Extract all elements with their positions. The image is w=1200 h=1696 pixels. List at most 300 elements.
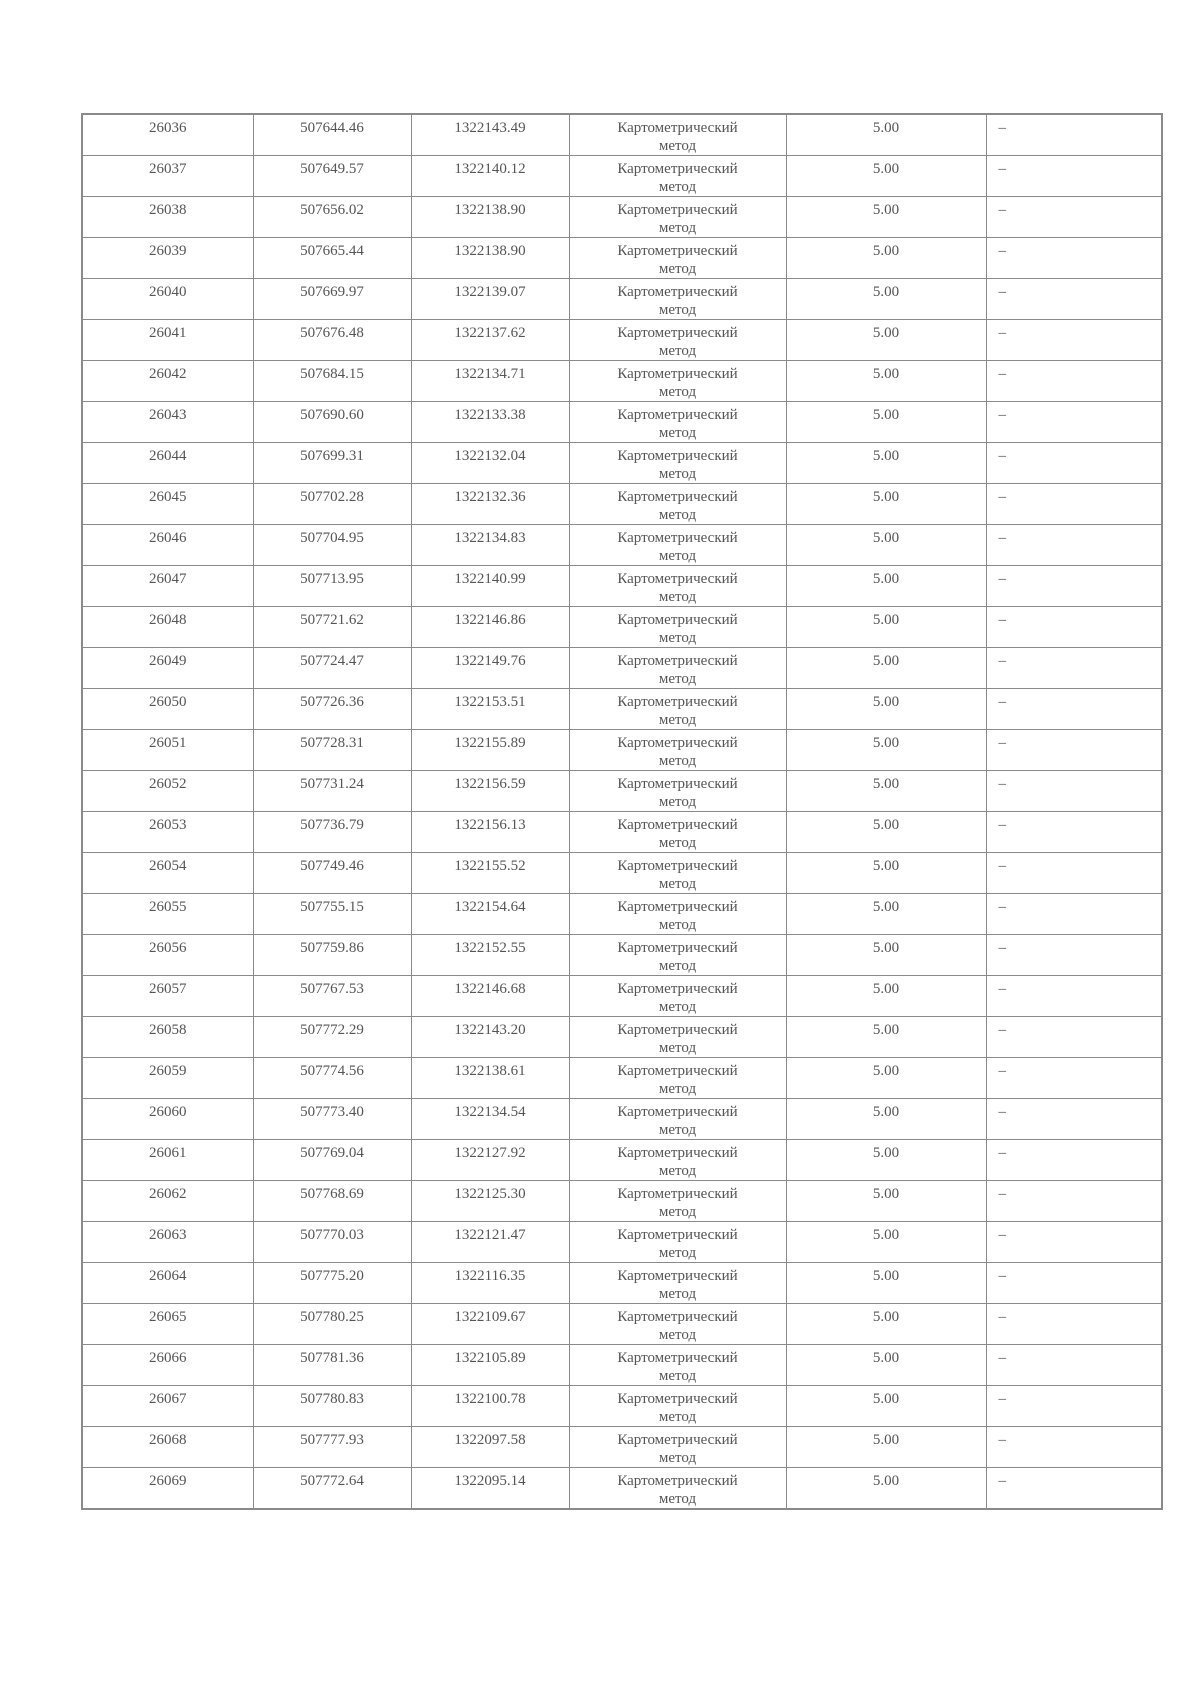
table-row	[82, 402, 1162, 443]
x-coordinate-cell-text: 507724.47	[300, 653, 364, 669]
point-number-cell-text: 26036	[149, 120, 187, 136]
point-number-cell-text: 26046	[149, 530, 187, 546]
method-cell	[569, 361, 786, 402]
method-cell	[569, 484, 786, 525]
point-number-cell-text: 26054	[149, 858, 187, 874]
table-row	[82, 1181, 1162, 1222]
table-row	[82, 730, 1162, 771]
x-coordinate-cell-text: 507755.15	[300, 899, 364, 915]
accuracy-cell	[786, 1263, 986, 1304]
method-cell-text: Картометрический метод	[617, 161, 738, 195]
point-number-cell	[82, 525, 253, 566]
point-number-cell	[82, 1058, 253, 1099]
accuracy-cell	[786, 1181, 986, 1222]
accuracy-cell	[786, 976, 986, 1017]
y-coordinate-cell	[411, 361, 569, 402]
note-cell	[986, 689, 1162, 730]
method-cell	[569, 853, 786, 894]
method-cell-text: Картометрический метод	[617, 1186, 738, 1220]
method-cell	[569, 1181, 786, 1222]
note-cell	[986, 1140, 1162, 1181]
note-cell	[986, 114, 1162, 156]
x-coordinate-cell-text: 507775.20	[300, 1268, 364, 1284]
table-row	[82, 1386, 1162, 1427]
accuracy-cell	[786, 1304, 986, 1345]
y-coordinate-cell-text: 1322105.89	[454, 1350, 526, 1366]
method-cell	[569, 114, 786, 156]
x-coordinate-cell-text: 507656.02	[300, 202, 364, 218]
point-number-cell-text: 26058	[149, 1022, 187, 1038]
method-cell	[569, 279, 786, 320]
point-number-cell	[82, 1140, 253, 1181]
accuracy-cell	[786, 1058, 986, 1099]
y-coordinate-cell-text: 1322146.68	[454, 981, 526, 997]
x-coordinate-cell	[253, 894, 411, 935]
y-coordinate-cell-text: 1322134.54	[454, 1104, 526, 1120]
y-coordinate-cell-text: 1322116.35	[454, 1268, 526, 1284]
accuracy-cell-text: 5.00	[872, 858, 900, 874]
note-cell	[986, 361, 1162, 402]
x-coordinate-cell	[253, 1017, 411, 1058]
table-row	[82, 812, 1162, 853]
y-coordinate-cell	[411, 1140, 569, 1181]
table-row	[82, 1017, 1162, 1058]
accuracy-cell-text: 5.00	[872, 1473, 900, 1489]
y-coordinate-cell-text: 1322095.14	[454, 1473, 526, 1489]
note-cell-text: –	[998, 858, 1006, 874]
method-cell	[569, 320, 786, 361]
x-coordinate-cell-text: 507769.04	[300, 1145, 364, 1161]
method-cell	[569, 566, 786, 607]
point-number-cell-text: 26048	[149, 612, 187, 628]
method-cell-text: Картометрический метод	[617, 612, 738, 646]
point-number-cell	[82, 730, 253, 771]
point-number-cell-text: 26069	[149, 1473, 187, 1489]
y-coordinate-cell-text: 1322152.55	[454, 940, 526, 956]
point-number-cell	[82, 238, 253, 279]
x-coordinate-cell-text: 507770.03	[300, 1227, 364, 1243]
note-cell-text: –	[998, 448, 1006, 464]
accuracy-cell-text: 5.00	[872, 981, 900, 997]
note-cell-text: –	[998, 120, 1006, 136]
note-cell	[986, 771, 1162, 812]
method-cell	[569, 689, 786, 730]
x-coordinate-cell-text: 507644.46	[300, 120, 364, 136]
method-cell-text: Картометрический метод	[617, 530, 738, 564]
method-cell	[569, 607, 786, 648]
note-cell	[986, 238, 1162, 279]
y-coordinate-cell	[411, 443, 569, 484]
table-row	[82, 1304, 1162, 1345]
y-coordinate-cell	[411, 402, 569, 443]
point-number-cell	[82, 443, 253, 484]
y-coordinate-cell-text: 1322127.92	[454, 1145, 526, 1161]
method-cell-text: Картометрический метод	[617, 899, 738, 933]
accuracy-cell-text: 5.00	[872, 243, 900, 259]
note-cell-text: –	[998, 1063, 1006, 1079]
y-coordinate-cell	[411, 238, 569, 279]
y-coordinate-cell	[411, 853, 569, 894]
y-coordinate-cell-text: 1322138.90	[454, 243, 526, 259]
point-number-cell	[82, 648, 253, 689]
method-cell-text: Картометрический метод	[617, 1309, 738, 1343]
point-number-cell-text: 26068	[149, 1432, 187, 1448]
table-row	[82, 1468, 1162, 1510]
x-coordinate-cell	[253, 1099, 411, 1140]
accuracy-cell-text: 5.00	[872, 325, 900, 341]
note-cell	[986, 607, 1162, 648]
y-coordinate-cell	[411, 279, 569, 320]
x-coordinate-cell	[253, 1386, 411, 1427]
point-number-cell-text: 26044	[149, 448, 187, 464]
accuracy-cell-text: 5.00	[872, 940, 900, 956]
note-cell	[986, 402, 1162, 443]
x-coordinate-cell-text: 507704.95	[300, 530, 364, 546]
x-coordinate-cell	[253, 853, 411, 894]
x-coordinate-cell-text: 507669.97	[300, 284, 364, 300]
method-cell-text: Картометрический метод	[617, 858, 738, 892]
coordinates-table-body	[82, 114, 1162, 1509]
accuracy-cell	[786, 812, 986, 853]
accuracy-cell	[786, 525, 986, 566]
point-number-cell-text: 26051	[149, 735, 187, 751]
method-cell-text: Картометрический метод	[617, 1145, 738, 1179]
accuracy-cell	[786, 935, 986, 976]
y-coordinate-cell	[411, 1427, 569, 1468]
table-row	[82, 361, 1162, 402]
x-coordinate-cell	[253, 1181, 411, 1222]
x-coordinate-cell	[253, 320, 411, 361]
accuracy-cell-text: 5.00	[872, 1022, 900, 1038]
table-row	[82, 771, 1162, 812]
accuracy-cell-text: 5.00	[872, 1309, 900, 1325]
x-coordinate-cell-text: 507780.83	[300, 1391, 364, 1407]
accuracy-cell-text: 5.00	[872, 1227, 900, 1243]
method-cell	[569, 730, 786, 771]
table-row	[82, 894, 1162, 935]
x-coordinate-cell-text: 507728.31	[300, 735, 364, 751]
method-cell	[569, 402, 786, 443]
y-coordinate-cell-text: 1322134.71	[454, 366, 526, 382]
note-cell-text: –	[998, 1268, 1006, 1284]
note-cell	[986, 156, 1162, 197]
y-coordinate-cell-text: 1322155.52	[454, 858, 526, 874]
x-coordinate-cell	[253, 279, 411, 320]
note-cell	[986, 1427, 1162, 1468]
x-coordinate-cell	[253, 730, 411, 771]
y-coordinate-cell-text: 1322156.13	[454, 817, 526, 833]
y-coordinate-cell	[411, 1017, 569, 1058]
point-number-cell-text: 26050	[149, 694, 187, 710]
x-coordinate-cell	[253, 976, 411, 1017]
note-cell-text: –	[998, 981, 1006, 997]
y-coordinate-cell	[411, 1099, 569, 1140]
accuracy-cell-text: 5.00	[872, 366, 900, 382]
method-cell-text: Картометрический метод	[617, 489, 738, 523]
method-cell	[569, 1345, 786, 1386]
y-coordinate-cell-text: 1322149.76	[454, 653, 526, 669]
note-cell-text: –	[998, 366, 1006, 382]
accuracy-cell-text: 5.00	[872, 284, 900, 300]
note-cell-text: –	[998, 489, 1006, 505]
x-coordinate-cell	[253, 114, 411, 156]
x-coordinate-cell	[253, 1140, 411, 1181]
x-coordinate-cell	[253, 648, 411, 689]
x-coordinate-cell	[253, 484, 411, 525]
x-coordinate-cell-text: 507684.15	[300, 366, 364, 382]
x-coordinate-cell	[253, 197, 411, 238]
accuracy-cell	[786, 279, 986, 320]
method-cell-text: Картометрический метод	[617, 1473, 738, 1507]
x-coordinate-cell-text: 507702.28	[300, 489, 364, 505]
accuracy-cell	[786, 648, 986, 689]
note-cell-text: –	[998, 653, 1006, 669]
point-number-cell-text: 26041	[149, 325, 187, 341]
table-row	[82, 114, 1162, 156]
accuracy-cell	[786, 1345, 986, 1386]
x-coordinate-cell	[253, 156, 411, 197]
x-coordinate-cell	[253, 1263, 411, 1304]
x-coordinate-cell-text: 507781.36	[300, 1350, 364, 1366]
method-cell-text: Картометрический метод	[617, 1227, 738, 1261]
point-number-cell	[82, 197, 253, 238]
method-cell	[569, 1222, 786, 1263]
note-cell	[986, 320, 1162, 361]
point-number-cell	[82, 1222, 253, 1263]
note-cell	[986, 1386, 1162, 1427]
accuracy-cell	[786, 484, 986, 525]
x-coordinate-cell	[253, 1468, 411, 1510]
note-cell	[986, 976, 1162, 1017]
method-cell-text: Картометрический метод	[617, 817, 738, 851]
x-coordinate-cell-text: 507759.86	[300, 940, 364, 956]
table-row	[82, 1140, 1162, 1181]
y-coordinate-cell-text: 1322139.07	[454, 284, 526, 300]
accuracy-cell	[786, 894, 986, 935]
note-cell-text: –	[998, 1350, 1006, 1366]
method-cell-text: Картометрический метод	[617, 1104, 738, 1138]
accuracy-cell-text: 5.00	[872, 1432, 900, 1448]
note-cell	[986, 1017, 1162, 1058]
accuracy-cell	[786, 1099, 986, 1140]
x-coordinate-cell	[253, 361, 411, 402]
x-coordinate-cell	[253, 1304, 411, 1345]
method-cell-text: Картометрический метод	[617, 366, 738, 400]
method-cell-text: Картометрический метод	[617, 694, 738, 728]
y-coordinate-cell	[411, 894, 569, 935]
point-number-cell-text: 26052	[149, 776, 187, 792]
table-row	[82, 197, 1162, 238]
point-number-cell	[82, 1468, 253, 1510]
note-cell	[986, 648, 1162, 689]
method-cell-text: Картометрический метод	[617, 940, 738, 974]
x-coordinate-cell	[253, 689, 411, 730]
y-coordinate-cell	[411, 1468, 569, 1510]
x-coordinate-cell	[253, 525, 411, 566]
accuracy-cell	[786, 1222, 986, 1263]
table-row	[82, 279, 1162, 320]
point-number-cell	[82, 1099, 253, 1140]
note-cell-text: –	[998, 735, 1006, 751]
y-coordinate-cell	[411, 320, 569, 361]
note-cell	[986, 1181, 1162, 1222]
method-cell-text: Картометрический метод	[617, 407, 738, 441]
x-coordinate-cell	[253, 812, 411, 853]
table-row	[82, 1345, 1162, 1386]
accuracy-cell-text: 5.00	[872, 489, 900, 505]
accuracy-cell	[786, 197, 986, 238]
point-number-cell	[82, 1263, 253, 1304]
note-cell-text: –	[998, 530, 1006, 546]
accuracy-cell	[786, 320, 986, 361]
note-cell-text: –	[998, 940, 1006, 956]
method-cell-text: Картометрический метод	[617, 776, 738, 810]
y-coordinate-cell-text: 1322146.86	[454, 612, 526, 628]
accuracy-cell	[786, 361, 986, 402]
method-cell-text: Картометрический метод	[617, 1063, 738, 1097]
point-number-cell	[82, 689, 253, 730]
point-number-cell-text: 26061	[149, 1145, 187, 1161]
note-cell-text: –	[998, 694, 1006, 710]
point-number-cell-text: 26056	[149, 940, 187, 956]
method-cell	[569, 812, 786, 853]
table-row	[82, 1222, 1162, 1263]
y-coordinate-cell-text: 1322100.78	[454, 1391, 526, 1407]
accuracy-cell	[786, 443, 986, 484]
y-coordinate-cell-text: 1322132.04	[454, 448, 526, 464]
point-number-cell-text: 26060	[149, 1104, 187, 1120]
y-coordinate-cell	[411, 1386, 569, 1427]
y-coordinate-cell-text: 1322132.36	[454, 489, 526, 505]
table-row	[82, 484, 1162, 525]
note-cell-text: –	[998, 571, 1006, 587]
note-cell	[986, 1304, 1162, 1345]
method-cell-text: Картометрический метод	[617, 1022, 738, 1056]
point-number-cell-text: 26040	[149, 284, 187, 300]
point-number-cell-text: 26037	[149, 161, 187, 177]
y-coordinate-cell	[411, 197, 569, 238]
method-cell	[569, 1468, 786, 1510]
table-row	[82, 525, 1162, 566]
method-cell	[569, 1140, 786, 1181]
note-cell	[986, 935, 1162, 976]
table-row	[82, 238, 1162, 279]
method-cell-text: Картометрический метод	[617, 1432, 738, 1466]
note-cell	[986, 566, 1162, 607]
accuracy-cell-text: 5.00	[872, 1350, 900, 1366]
point-number-cell-text: 26055	[149, 899, 187, 915]
point-number-cell-text: 26053	[149, 817, 187, 833]
point-number-cell	[82, 935, 253, 976]
y-coordinate-cell-text: 1322138.61	[454, 1063, 526, 1079]
method-cell	[569, 976, 786, 1017]
method-cell-text: Картометрический метод	[617, 735, 738, 769]
y-coordinate-cell-text: 1322143.49	[454, 120, 526, 136]
accuracy-cell-text: 5.00	[872, 776, 900, 792]
y-coordinate-cell	[411, 607, 569, 648]
y-coordinate-cell	[411, 935, 569, 976]
x-coordinate-cell	[253, 402, 411, 443]
x-coordinate-cell-text: 507777.93	[300, 1432, 364, 1448]
point-number-cell	[82, 320, 253, 361]
y-coordinate-cell-text: 1322097.58	[454, 1432, 526, 1448]
method-cell-text: Картометрический метод	[617, 120, 738, 154]
x-coordinate-cell-text: 507768.69	[300, 1186, 364, 1202]
y-coordinate-cell-text: 1322134.83	[454, 530, 526, 546]
accuracy-cell-text: 5.00	[872, 1186, 900, 1202]
table-row	[82, 443, 1162, 484]
accuracy-cell-text: 5.00	[872, 694, 900, 710]
accuracy-cell	[786, 1468, 986, 1510]
x-coordinate-cell	[253, 1427, 411, 1468]
note-cell-text: –	[998, 407, 1006, 423]
y-coordinate-cell	[411, 1181, 569, 1222]
accuracy-cell	[786, 566, 986, 607]
table-row	[82, 976, 1162, 1017]
y-coordinate-cell	[411, 1304, 569, 1345]
x-coordinate-cell-text: 507676.48	[300, 325, 364, 341]
note-cell-text: –	[998, 325, 1006, 341]
note-cell-text: –	[998, 776, 1006, 792]
accuracy-cell	[786, 607, 986, 648]
accuracy-cell-text: 5.00	[872, 530, 900, 546]
y-coordinate-cell	[411, 689, 569, 730]
point-number-cell	[82, 1345, 253, 1386]
y-coordinate-cell	[411, 525, 569, 566]
x-coordinate-cell-text: 507726.36	[300, 694, 364, 710]
accuracy-cell	[786, 689, 986, 730]
note-cell-text: –	[998, 1309, 1006, 1325]
point-number-cell	[82, 156, 253, 197]
table-row	[82, 1099, 1162, 1140]
y-coordinate-cell	[411, 484, 569, 525]
x-coordinate-cell-text: 507731.24	[300, 776, 364, 792]
accuracy-cell-text: 5.00	[872, 407, 900, 423]
point-number-cell	[82, 894, 253, 935]
point-number-cell	[82, 1181, 253, 1222]
accuracy-cell-text: 5.00	[872, 653, 900, 669]
table-row	[82, 1263, 1162, 1304]
y-coordinate-cell-text: 1322143.20	[454, 1022, 526, 1038]
accuracy-cell	[786, 853, 986, 894]
method-cell	[569, 1386, 786, 1427]
accuracy-cell-text: 5.00	[872, 612, 900, 628]
table-row	[82, 607, 1162, 648]
point-number-cell-text: 26062	[149, 1186, 187, 1202]
point-number-cell-text: 26063	[149, 1227, 187, 1243]
method-cell	[569, 648, 786, 689]
method-cell-text: Картометрический метод	[617, 202, 738, 236]
point-number-cell	[82, 853, 253, 894]
x-coordinate-cell	[253, 238, 411, 279]
accuracy-cell	[786, 1386, 986, 1427]
y-coordinate-cell-text: 1322156.59	[454, 776, 526, 792]
note-cell	[986, 894, 1162, 935]
note-cell	[986, 1222, 1162, 1263]
x-coordinate-cell-text: 507767.53	[300, 981, 364, 997]
accuracy-cell	[786, 156, 986, 197]
accuracy-cell	[786, 238, 986, 279]
x-coordinate-cell	[253, 1222, 411, 1263]
x-coordinate-cell-text: 507665.44	[300, 243, 364, 259]
method-cell-text: Картометрический метод	[617, 571, 738, 605]
note-cell-text: –	[998, 284, 1006, 300]
note-cell-text: –	[998, 1186, 1006, 1202]
point-number-cell	[82, 1017, 253, 1058]
y-coordinate-cell	[411, 1263, 569, 1304]
note-cell	[986, 853, 1162, 894]
x-coordinate-cell-text: 507772.29	[300, 1022, 364, 1038]
